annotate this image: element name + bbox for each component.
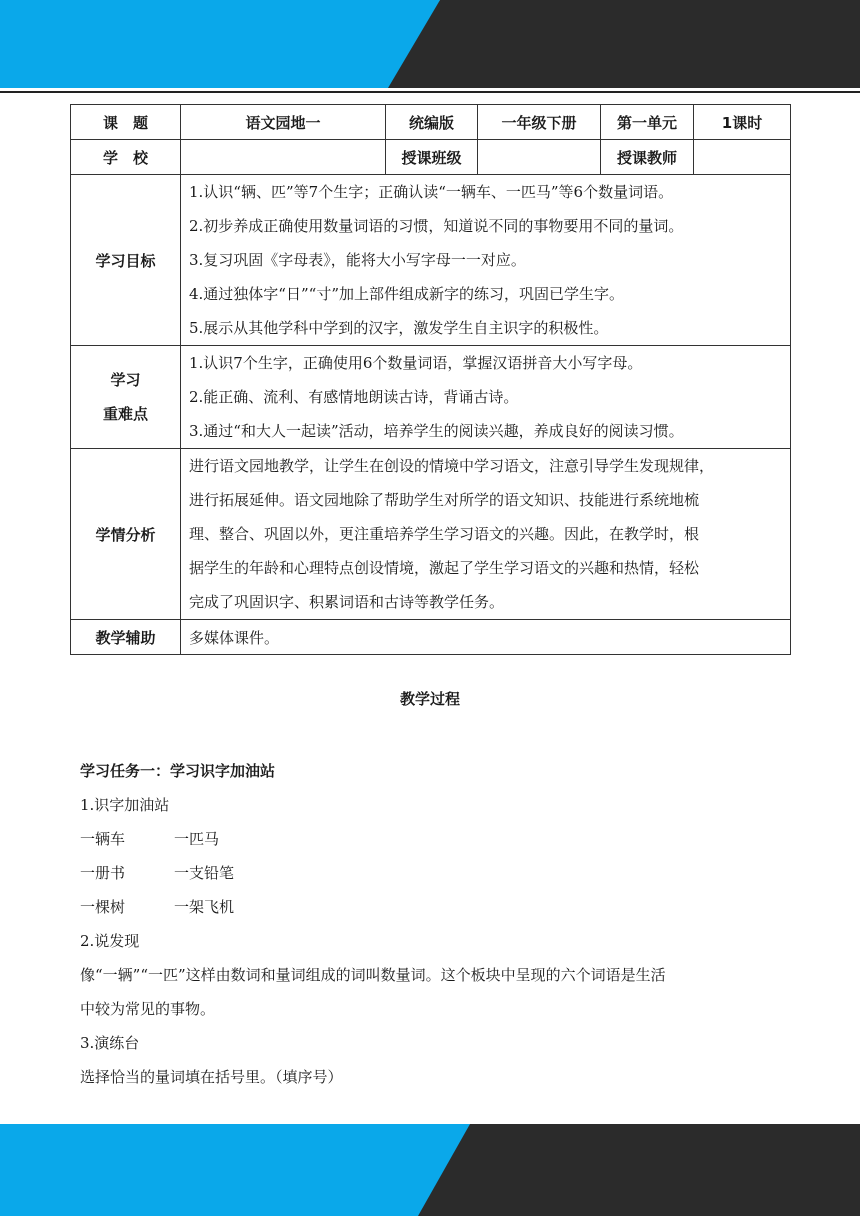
table-row-school xyxy=(71,140,791,175)
aids-value: 多媒体课件。 xyxy=(181,620,791,655)
table-row-key-points xyxy=(71,346,791,449)
key-points-label-line2: 重难点 xyxy=(102,405,148,423)
label-analysis: 学情分析 xyxy=(71,449,181,620)
word: 一册书 xyxy=(80,864,126,882)
goal-item: 4.通过独体字“日”“寸”加上部件组成新字的练习，巩固已学生字。 xyxy=(189,285,624,303)
task1-sub2: 2.说发现 xyxy=(80,932,140,950)
key-points-cell xyxy=(181,346,791,449)
goals-cell xyxy=(181,175,791,346)
label-teacher: 授课教师 xyxy=(601,140,694,175)
word: 一辆车 xyxy=(80,830,126,848)
hours-value: 1课时 xyxy=(694,105,791,140)
goal-item: 1.认识“辆、匹”等7个生字；正确认读“一辆车、一匹马”等6个数量词语。 xyxy=(189,183,674,201)
label-goals: 学习目标 xyxy=(71,175,181,346)
analysis-line: 完成了巩固识字、积累词语和古诗等教学任务。 xyxy=(189,593,505,611)
footer-dark-band xyxy=(418,1124,860,1216)
goal-item: 2.初步养成正确使用数量词语的习惯，知道说不同的事物要用不同的量词。 xyxy=(189,217,684,235)
label-school: 学 校 xyxy=(71,140,181,175)
table-row-aids xyxy=(71,620,791,655)
analysis-line: 理、整合、巩固以外，更注重培养学生学习语文的兴趣。因此，在教学时，根 xyxy=(189,525,700,543)
key-point-item: 3.通过“和大人一起读”活动，培养学生的阅读兴趣，养成良好的阅读习惯。 xyxy=(189,422,684,440)
school-value xyxy=(181,140,386,175)
edition-value: 统编版 xyxy=(386,105,478,140)
goal-item: 3.复习巩固《字母表》，能将大小写字母一一对应。 xyxy=(189,251,526,269)
label-topic: 课 题 xyxy=(71,105,181,140)
analysis-line: 进行语文园地教学，让学生在创设的情境中学习语文，注意引导学生发现规律， xyxy=(189,457,715,475)
goal-item: 5.展示从其他学科中学到的汉字，激发学生自主识字的积极性。 xyxy=(189,319,609,337)
analysis-line: 据学生的年龄和心理特点创设情境，激起了学生学习语文的兴趣和热情，轻松 xyxy=(189,559,700,577)
topic-value: 语文园地一 xyxy=(181,105,386,140)
key-point-item: 1.认识7个生字，正确使用6个数量词语，掌握汉语拼音大小写字母。 xyxy=(189,354,643,372)
teacher-value xyxy=(694,140,791,175)
task1-sub3: 3.演练台 xyxy=(80,1034,140,1052)
task1-title: 学习任务一：学习识字加油站 xyxy=(80,762,276,780)
table-row-goals xyxy=(71,175,791,346)
header-blue-band xyxy=(0,0,440,88)
label-aids: 教学辅助 xyxy=(71,620,181,655)
table-row-analysis xyxy=(71,449,791,620)
unit-value: 第一单元 xyxy=(601,105,694,140)
lesson-plan-table xyxy=(70,104,791,655)
process-heading: 教学过程 xyxy=(399,690,460,708)
word-pair-row xyxy=(80,890,780,924)
discover-line: 像“一辆”“一匹”这样由数词和量词组成的词叫数量词。这个板块中呈现的六个词语是生活 xyxy=(80,966,666,984)
table-row-topic xyxy=(71,105,791,140)
header-rule xyxy=(0,91,860,93)
task1-section xyxy=(80,754,780,1094)
header-dark-band xyxy=(388,0,860,88)
word: 一支铅笔 xyxy=(174,864,235,882)
discover-line: 中较为常见的事物。 xyxy=(80,1000,216,1018)
word-pair-row xyxy=(80,822,780,856)
key-points-label-line1: 学习 xyxy=(110,371,141,389)
word: 一匹马 xyxy=(174,830,220,848)
class-value xyxy=(478,140,601,175)
exercise-instruction: 选择恰当的量词填在括号里。（填序号） xyxy=(80,1068,343,1086)
analysis-cell xyxy=(181,449,791,620)
label-class: 授课班级 xyxy=(386,140,478,175)
grade-value: 一年级下册 xyxy=(478,105,601,140)
label-key-points xyxy=(71,346,181,449)
analysis-line: 进行拓展延伸。语文园地除了帮助学生对所学的语文知识、技能进行系统地梳 xyxy=(189,491,700,509)
word: 一棵树 xyxy=(80,898,126,916)
word-pair-row xyxy=(80,856,780,890)
key-point-item: 2.能正确、流利、有感情地朗读古诗，背诵古诗。 xyxy=(189,388,519,406)
task1-sub1: 1.识字加油站 xyxy=(80,796,170,814)
footer-blue-band xyxy=(0,1124,470,1216)
word: 一架飞机 xyxy=(174,898,235,916)
